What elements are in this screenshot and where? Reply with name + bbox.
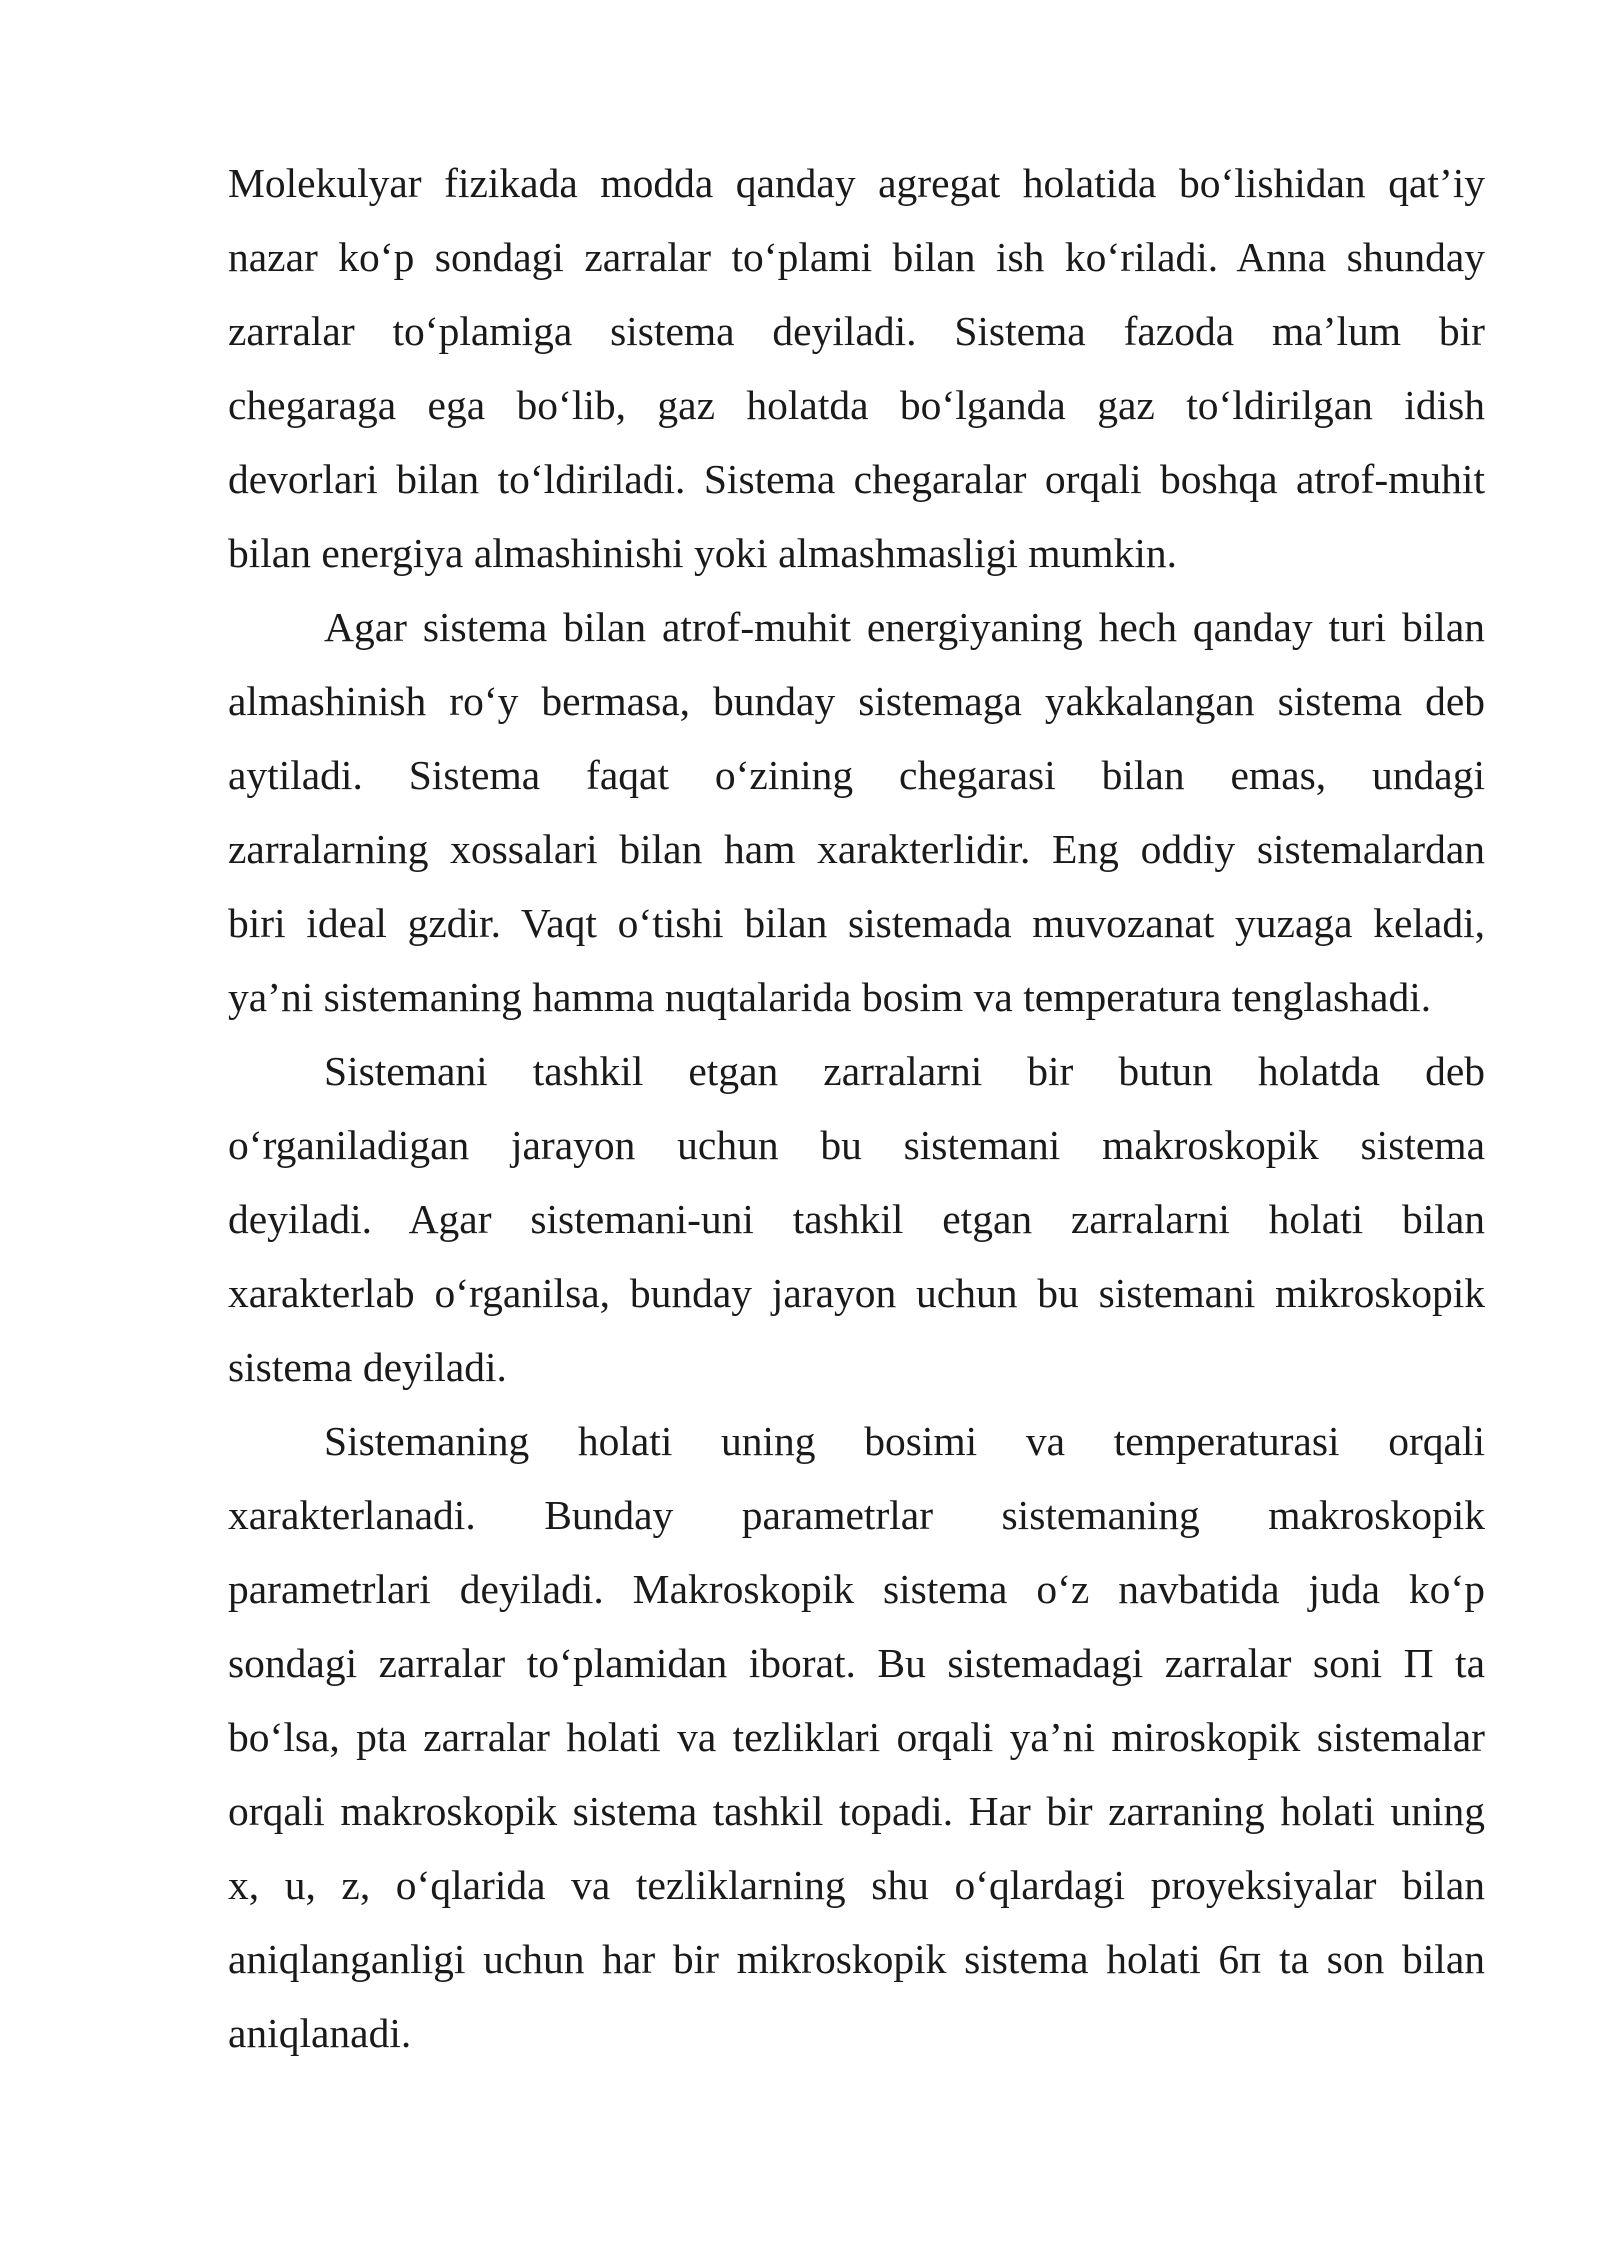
text-line: aniqlanganligi uchun har bir mikroskopik sistema holati 6п ta son bilan: [228, 1936, 1485, 1982]
text-line: sistema deyiladi.: [228, 1344, 507, 1390]
paragraph-2: [228, 590, 1485, 1034]
text-line: zarralarning xossalari bilan ham xarakterlidir. Eng oddiy sistemalardan: [228, 826, 1485, 872]
document-body: [228, 146, 1485, 2070]
text-line: xarakterlanadi. Bunday parametrlar sistemaning makroskopik: [228, 1492, 1485, 1538]
text-line: biri ideal gzdir. Vaqt o‘tishi bilan sistemada muvozanat yuzaga keladi,: [228, 900, 1485, 946]
text-line: aniqlanadi.: [228, 2010, 412, 2056]
text-line: x, u, z, o‘qlarida va tezliklarning shu o‘qlardagi proyeksiyalar bilan: [228, 1862, 1485, 1908]
paragraph-1: [228, 146, 1485, 590]
text-line: ya’ni sistemaning hamma nuqtalarida bosim va temperatura tenglashadi.: [228, 974, 1432, 1020]
text-line: Molekulyar fizikada modda qanday agregat holatida bo‘lishidan qat’iy: [228, 160, 1485, 206]
text-line: almashinish ro‘y bermasa, bunday sistemaga yakkalangan sistema deb: [228, 678, 1485, 724]
text-line: deyiladi. Agar sistemani-uni tashkil etgan zarralarni holati bilan: [228, 1196, 1485, 1242]
text-line: bo‘lsa, pta zarralar holati va tezliklari orqali ya’ni miroskopik sistemalar: [228, 1714, 1485, 1760]
text-line: bilan energiya almashinishi yoki almashmasligi mumkin.: [228, 530, 1177, 576]
text-line: zarralar to‘plamiga sistema deyiladi. Sistema fazoda ma’lum bir: [228, 308, 1485, 354]
text-line: sondagi zarralar to‘plamidan iborat. Bu sistemadagi zarralar soni Π ta: [228, 1640, 1485, 1686]
text-line: parametrlari deyiladi. Makroskopik sistema o‘z navbatida juda ko‘p: [228, 1566, 1485, 1612]
text-line: Sistemani tashkil etgan zarralarni bir butun holatda deb: [324, 1048, 1485, 1094]
text-line: Agar sistema bilan atrof-muhit energiyaning hech qanday turi bilan: [324, 604, 1485, 650]
text-line: orqali makroskopik sistema tashkil topadi. Har bir zarraning holati uning: [228, 1788, 1485, 1834]
paragraph-3: [228, 1034, 1485, 1404]
text-line: o‘rganiladigan jarayon uchun bu sistemani makroskopik sistema: [228, 1122, 1485, 1168]
text-line: aytiladi. Sistema faqat o‘zining chegarasi bilan emas, undagi: [228, 752, 1485, 798]
text-line: devorlari bilan to‘ldiriladi. Sistema chegaralar orqali boshqa atrof-muhit: [228, 456, 1485, 502]
text-line: Sistemaning holati uning bosimi va temperaturasi orqali: [324, 1418, 1485, 1464]
text-line: chegaraga ega bo‘lib, gaz holatda bo‘lganda gaz to‘ldirilgan idish: [228, 382, 1485, 428]
text-line: nazar ko‘p sondagi zarralar to‘plami bilan ish ko‘riladi. Anna shunday: [228, 234, 1485, 280]
paragraph-4: [228, 1404, 1485, 2070]
text-line: xarakterlab o‘rganilsa, bunday jarayon uchun bu sistemani mikroskopik: [228, 1270, 1485, 1316]
